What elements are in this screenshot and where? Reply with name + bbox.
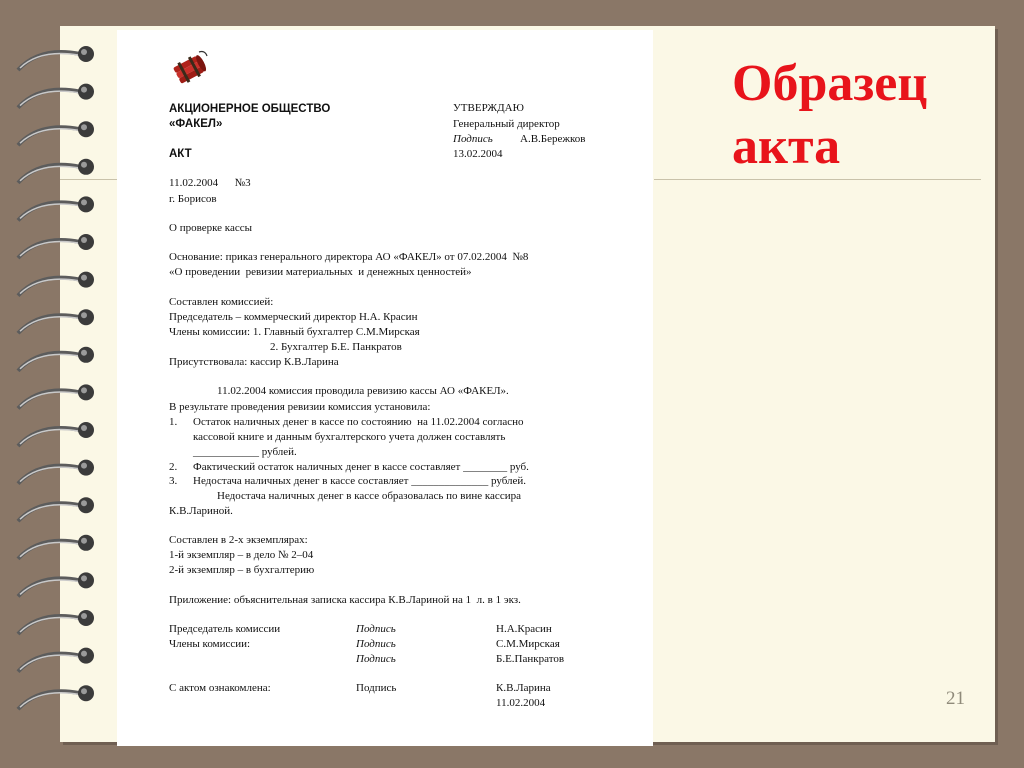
signer-name-1: Н.А.Красин — [496, 623, 552, 635]
spiral-hole-shine — [81, 688, 87, 694]
spiral-ring-highlight — [20, 542, 78, 556]
ack-signature: Подпись — [356, 682, 397, 694]
spiral-ring-highlight — [20, 279, 78, 293]
slide-title — [732, 52, 972, 178]
commission-members-2: 2. Бухгалтер Б.Е. Панкратов — [270, 341, 402, 353]
spiral-hole-shine — [81, 312, 87, 318]
act-document — [117, 30, 653, 746]
spiral-ring-highlight — [20, 430, 78, 444]
audit-line: 11.02.2004 комиссия проводила ревизию кассы АО «ФАКЕЛ». — [217, 385, 509, 397]
spiral-hole-shine — [81, 463, 87, 469]
approve-position: Генеральный директор — [453, 118, 560, 130]
signature-2: Подпись — [356, 638, 396, 650]
doc-type: АКТ — [169, 148, 192, 160]
approve-signature: Подпись — [453, 133, 493, 145]
spiral-hole-shine — [81, 49, 87, 55]
spiral-ring-highlight — [20, 54, 78, 68]
item-1-line2: кассовой книге и данным бухгалтерского учета должен составлять — [193, 431, 506, 443]
spiral-hole-shine — [81, 613, 87, 619]
approve-date: 13.02.2004 — [453, 148, 503, 160]
spiral-ring-highlight — [20, 242, 78, 256]
sign-members-label: Члены комиссии: — [169, 638, 251, 650]
spiral-hole-shine — [81, 575, 87, 581]
signer-name-2: С.М.Мирская — [496, 638, 560, 650]
doc-date-number: 11.02.2004 №3 — [169, 177, 251, 189]
signature-3: Подпись — [356, 653, 396, 665]
spiral-ring-highlight — [20, 91, 78, 105]
item-2: Фактический остаток наличных денег в кассе составляет ________ руб. — [193, 461, 529, 473]
title-line-1: Образец — [732, 55, 928, 112]
spiral-ring-highlight — [20, 693, 78, 707]
ack-date: 11.02.2004 — [496, 697, 546, 709]
spiral-ring-highlight — [20, 618, 78, 632]
doc-subject: О проверке кассы — [169, 222, 253, 234]
item-1-number: 1. — [169, 416, 178, 428]
spiral-ring-highlight — [20, 392, 78, 406]
item-3: Недостача наличных денег в кассе составляет ______________ рублей. — [193, 475, 527, 487]
approve-heading: УТВЕРЖДАЮ — [453, 102, 524, 114]
commission-heading: Составлен комиссией: — [169, 296, 274, 308]
title-line-2: акта — [732, 118, 841, 175]
spiral-hole-shine — [81, 275, 87, 281]
spiral-hole-shine — [81, 237, 87, 243]
ack-label: С актом ознакомлена: — [169, 682, 271, 694]
spiral-ring-highlight — [20, 505, 78, 519]
spiral-ring-highlight — [20, 204, 78, 218]
spiral-hole-shine — [81, 87, 87, 93]
spiral-ring-highlight — [20, 129, 78, 143]
spiral-ring-highlight — [20, 655, 78, 669]
basis-line2: «О проведении ревизии материальных и денежных ценностей» — [169, 266, 472, 278]
shortage-line1: Недостача наличных денег в кассе образовалась по вине кассира — [217, 490, 521, 502]
item-1-line3: ____________ рублей. — [193, 446, 297, 458]
spiral-ring-highlight — [20, 166, 78, 180]
basis-line1: Основание: приказ генерального директора АО «ФАКЕЛ» от 07.02.2004 №8 — [169, 251, 529, 263]
doc-city: г. Борисов — [169, 193, 217, 205]
spiral-binding — [0, 0, 110, 768]
slide-number: 21 — [946, 688, 965, 709]
org-name-line2: «ФАКЕЛ» — [169, 118, 223, 130]
spiral-hole-shine — [81, 199, 87, 205]
org-name-line1: АКЦИОНЕРНОЕ ОБЩЕСТВО — [169, 103, 331, 115]
item-3-number: 3. — [169, 475, 178, 487]
ack-name: К.В.Ларина — [496, 682, 551, 694]
item-2-number: 2. — [169, 461, 178, 473]
commission-chair: Председатель – коммерческий директор Н.А. Красин — [169, 311, 418, 323]
spiral-ring-highlight — [20, 467, 78, 481]
signature-1: Подпись — [356, 623, 396, 635]
copy-2: 2-й экземпляр – в бухгалтерию — [169, 564, 315, 576]
copies-heading: Составлен в 2-х экземплярах: — [169, 534, 308, 546]
torch-bundle-logo — [169, 50, 211, 86]
item-1-line1: Остаток наличных денег в кассе по состоянию на 11.02.2004 согласно — [193, 416, 524, 428]
result-heading: В результате проведения ревизии комиссия установила: — [169, 401, 431, 413]
spiral-hole-shine — [81, 425, 87, 431]
spiral-ring-highlight — [20, 317, 78, 331]
appendix: Приложение: объяснительная записка кассира К.В.Лариной на 1 л. в 1 экз. — [169, 594, 521, 606]
spiral-hole-shine — [81, 387, 87, 393]
copy-1: 1-й экземпляр – в дело № 2–04 — [169, 549, 314, 561]
spiral-ring-highlight — [20, 580, 78, 594]
signer-name-3: Б.Е.Панкратов — [496, 653, 565, 665]
spiral-ring-highlight — [20, 354, 78, 368]
shortage-line2: К.В.Лариной. — [169, 505, 233, 517]
spiral-hole-shine — [81, 651, 87, 657]
commission-members-1: Члены комиссии: 1. Главный бухгалтер С.М.Мирская — [169, 326, 420, 338]
commission-present: Присутствовала: кассир К.В.Ларина — [169, 356, 339, 368]
approve-name: А.В.Бережков — [520, 133, 586, 145]
spiral-hole-shine — [81, 350, 87, 356]
spiral-hole-shine — [81, 162, 87, 168]
spiral-hole-shine — [81, 538, 87, 544]
spiral-hole-shine — [81, 124, 87, 130]
title-underline — [654, 179, 981, 180]
sign-chair-label: Председатель комиссии — [169, 623, 281, 635]
spiral-hole-shine — [81, 500, 87, 506]
